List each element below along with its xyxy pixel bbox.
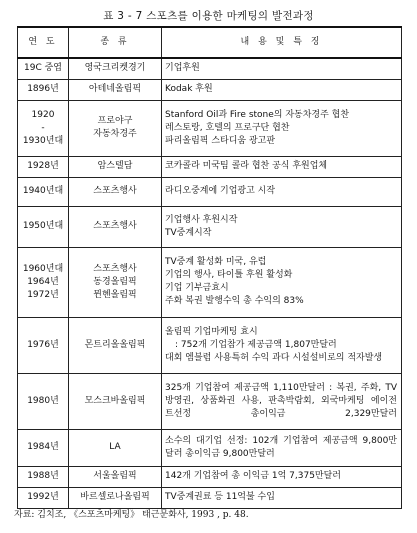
table-row bbox=[18, 206, 402, 247]
type-cell bbox=[69, 466, 162, 487]
type-cell-line: 모스크바올림픽 bbox=[84, 395, 146, 406]
table-header-row bbox=[18, 27, 402, 58]
year-cell bbox=[18, 317, 69, 373]
content-cell-line: 325개 기업참여 제공금액 1,110만달러 : 복권, 주화, TV bbox=[165, 382, 397, 393]
content-cell bbox=[162, 429, 402, 466]
year-cell bbox=[18, 100, 69, 156]
table-row bbox=[18, 487, 402, 508]
type-cell bbox=[69, 373, 162, 429]
table-row bbox=[18, 373, 402, 429]
content-cell-line: 기업의 행사, 타이틀 후원 활성화 bbox=[165, 270, 293, 280]
content-cell bbox=[162, 100, 402, 156]
year-cell-line: 1930년대 bbox=[22, 135, 64, 146]
type-cell-line: 프로야구 bbox=[97, 116, 133, 126]
content-cell-line: 달러 총이익금 9,800만달러 bbox=[165, 448, 275, 459]
content-cell-line: 대회 엠블럼 사용특허 수익 과다 시설설비로의 적자발생 bbox=[165, 352, 383, 363]
year-cell bbox=[18, 466, 69, 487]
year-cell-line: 19C 중엽 bbox=[24, 63, 62, 74]
year-cell-line: 1896년 bbox=[27, 84, 59, 94]
year-cell bbox=[18, 373, 69, 429]
content-cell bbox=[162, 247, 402, 317]
type-cell-line: 암스텔담 bbox=[97, 161, 133, 171]
content-cell-line: 파리올림픽 스타디움 광고판 bbox=[165, 135, 276, 146]
content-cell bbox=[162, 79, 402, 100]
year-cell-line: 1928년 bbox=[27, 161, 59, 171]
type-cell-line: 아테네올림픽 bbox=[88, 84, 142, 94]
year-cell-line: 1976년 bbox=[27, 339, 59, 350]
content-cell-line: 142개 기업참여 총 이익금 1억 7,375만달러 bbox=[165, 471, 341, 481]
table-row bbox=[18, 466, 402, 487]
year-cell-line: 1960년대 bbox=[22, 263, 64, 274]
year-cell bbox=[18, 156, 69, 177]
content-cell-line: 라디오중계에 기업광고 시작 bbox=[165, 186, 276, 196]
year-cell-line: 1980년 bbox=[27, 395, 59, 406]
content-cell bbox=[162, 317, 402, 373]
header-type: 종 류 bbox=[69, 27, 162, 58]
year-cell-line: 1940년대 bbox=[22, 186, 64, 196]
type-cell bbox=[69, 156, 162, 177]
type-cell-line: 뮌헨올림픽 bbox=[93, 289, 137, 300]
year-cell-line: 1972년 bbox=[27, 289, 59, 300]
content-cell bbox=[162, 156, 402, 177]
type-cell bbox=[69, 100, 162, 156]
content-cell-line: 코카콜라 미국팀 콜라 협찬 공식 후원업체 bbox=[165, 161, 328, 171]
type-cell-line: 바르셀로나올림픽 bbox=[80, 492, 150, 502]
type-cell bbox=[69, 79, 162, 100]
content-cell bbox=[162, 466, 402, 487]
content-cell-line: 소수의 대기업 선정: 102개 기업참여 제공금액 9,800만 bbox=[165, 435, 397, 446]
year-cell-line: 1984년 bbox=[27, 442, 59, 452]
content-cell-line: 트선정 총이익금 2,329만달러 bbox=[165, 408, 397, 419]
content-cell-line: TV중계권료 등 11억불 수입 bbox=[165, 492, 275, 502]
year-cell-line: 1964년 bbox=[27, 276, 59, 287]
type-cell bbox=[69, 58, 162, 79]
type-cell-line: 동경올림픽 bbox=[93, 276, 137, 287]
type-cell bbox=[69, 206, 162, 247]
table-row bbox=[18, 317, 402, 373]
year-cell bbox=[18, 206, 69, 247]
header-content: 내 용 및 특 징 bbox=[162, 27, 402, 58]
content-cell-line: 주화 복권 발행수익 총 수익의 83% bbox=[165, 296, 304, 306]
table-row bbox=[18, 58, 402, 79]
header-year: 연 도 bbox=[18, 27, 69, 58]
table-row bbox=[18, 100, 402, 156]
content-cell-line: 기업후원 bbox=[165, 63, 200, 74]
year-cell-line: 1988년 bbox=[27, 471, 59, 481]
table-row bbox=[18, 177, 402, 206]
type-cell bbox=[69, 247, 162, 317]
content-cell-line: 기업 기부금효시 bbox=[165, 283, 229, 293]
year-cell bbox=[18, 177, 69, 206]
content-cell bbox=[162, 58, 402, 79]
type-cell-line: 스포츠행사 bbox=[93, 263, 137, 274]
content-cell-line: 방영권, 상품화권 사용, 판촉박람회, 외국마케팅 에이전 bbox=[165, 395, 397, 406]
year-cell bbox=[18, 247, 69, 317]
type-cell bbox=[69, 317, 162, 373]
table-row bbox=[18, 156, 402, 177]
content-cell-line: TV중계시작 bbox=[165, 227, 212, 238]
year-cell bbox=[18, 58, 69, 79]
type-cell-line: LA bbox=[109, 442, 121, 452]
content-cell-line: 올림픽 기업마케팅 효시 bbox=[165, 326, 258, 337]
table-row bbox=[18, 247, 402, 317]
marketing-history-table bbox=[17, 26, 402, 509]
year-cell-line: 1992년 bbox=[27, 492, 59, 502]
type-cell-line: 자동차경주 bbox=[93, 129, 137, 139]
table-row bbox=[18, 429, 402, 466]
year-cell bbox=[18, 429, 69, 466]
table-row bbox=[18, 79, 402, 100]
content-cell bbox=[162, 206, 402, 247]
content-cell-line: 레스토랑, 호텔의 프로구단 협찬 bbox=[165, 122, 290, 133]
type-cell bbox=[69, 487, 162, 508]
content-cell bbox=[162, 177, 402, 206]
content-cell-line: : 752개 기업참가 제공금액 1,807만달러 bbox=[175, 339, 337, 350]
type-cell-line: 스포츠행사 bbox=[93, 186, 137, 196]
content-cell-line: 기업행사 후원시작 bbox=[165, 214, 238, 225]
year-cell bbox=[18, 487, 69, 508]
content-cell bbox=[162, 487, 402, 508]
type-cell-line: 영국크리켓경기 bbox=[84, 63, 146, 74]
type-cell-line: 서울올림픽 bbox=[93, 471, 137, 481]
content-cell bbox=[162, 373, 402, 429]
source-note: 자료: 김치조, 《스포츠마케팅》 태근문화사, 1993 , p. 48. bbox=[14, 510, 249, 520]
content-cell-line: Kodak 후원 bbox=[165, 84, 213, 94]
content-cell-line: TV중계 활성화 미국, 유럽 bbox=[165, 257, 267, 267]
type-cell-line: 스포츠행사 bbox=[93, 221, 137, 231]
year-cell-line: 1950년대 bbox=[22, 221, 64, 231]
content-cell-line: Stanford Oil과 Fire stone의 자동차경주 협찬 bbox=[165, 109, 350, 120]
year-cell bbox=[18, 79, 69, 100]
type-cell bbox=[69, 177, 162, 206]
type-cell bbox=[69, 429, 162, 466]
year-cell-line: 1920 bbox=[31, 109, 55, 120]
type-cell-line: 몬트리올올림픽 bbox=[84, 339, 146, 350]
table-title: 표 3 - 7 스포츠를 이용한 마케팅의 발전과정 bbox=[103, 10, 314, 22]
year-cell-line: - bbox=[41, 122, 45, 133]
